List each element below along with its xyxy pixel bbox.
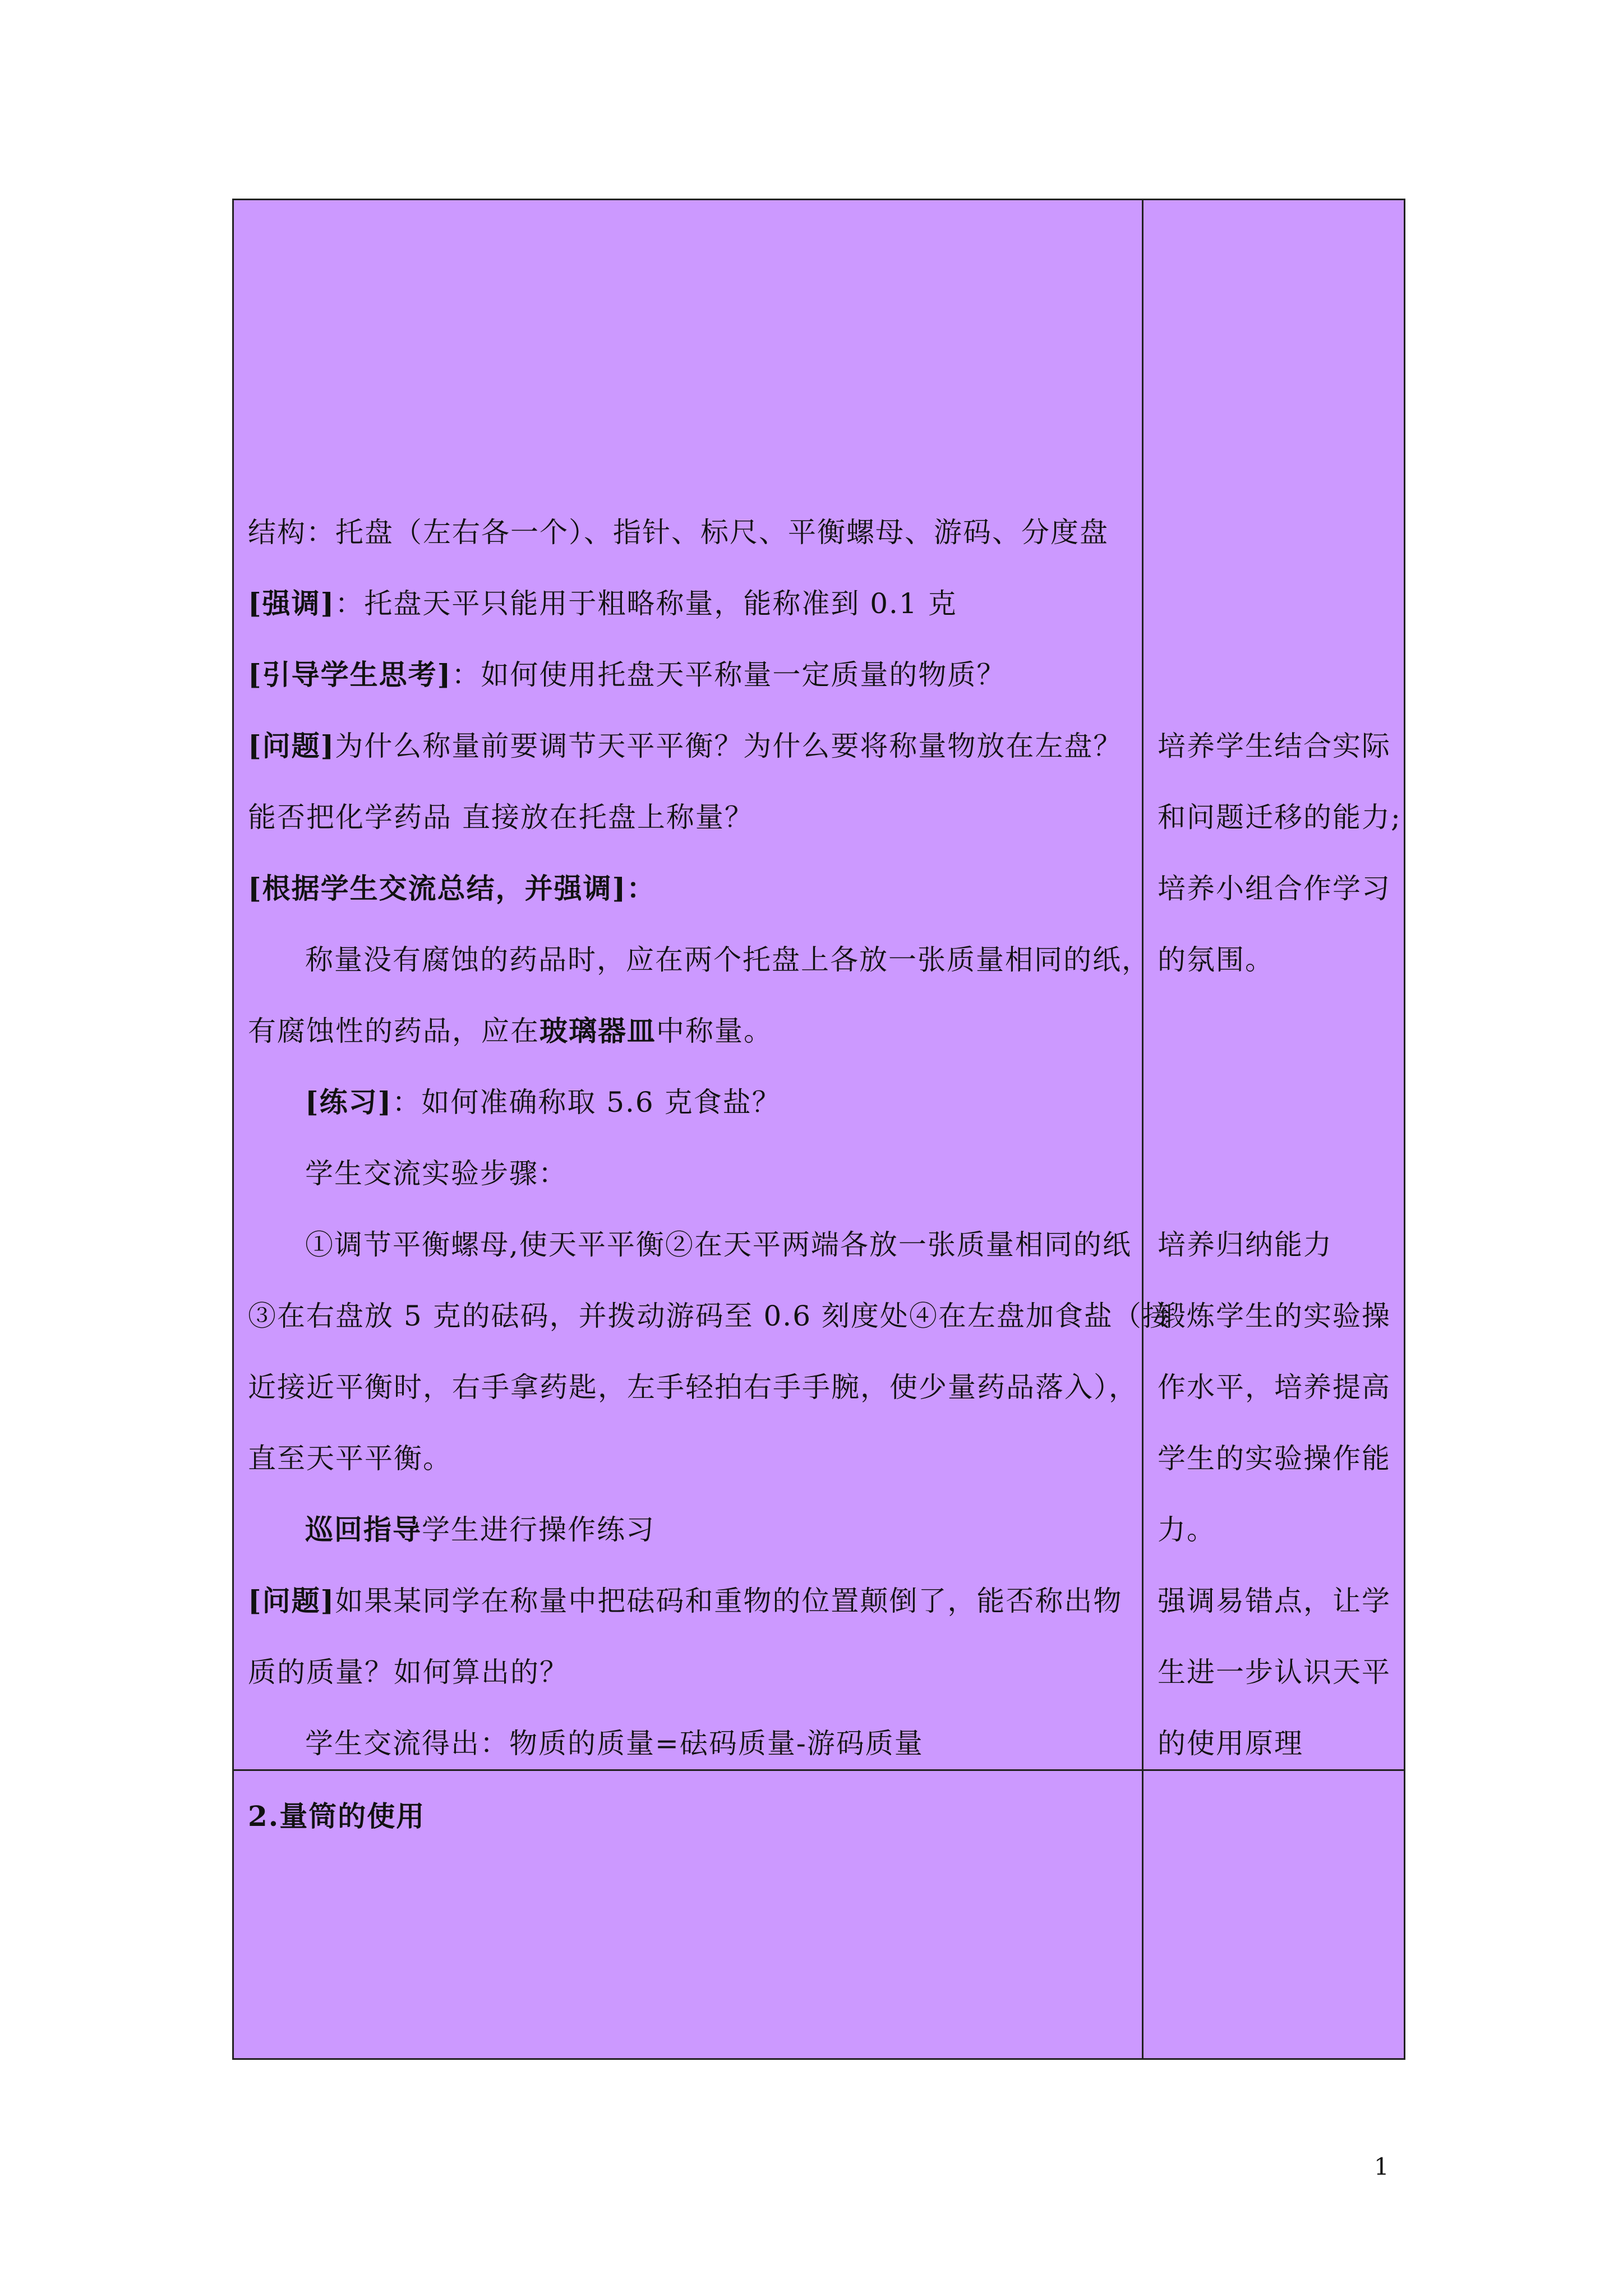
intent-c2: 生进一步认识天平	[1158, 1656, 1391, 1688]
intent-b2: 锻炼学生的实验操	[1158, 1300, 1391, 1332]
question-text-1: 为什么称量前要调节天平平衡？为什么要将称量物放在左盘？	[335, 730, 1123, 762]
intent-a4: 的氛围。	[1158, 944, 1274, 976]
intent-b3: 作水平，培养提高	[1158, 1371, 1391, 1404]
weighing-note-post: 中称量。	[656, 1015, 773, 1047]
question-line-1	[248, 728, 1122, 764]
patrol-guidance-line	[305, 1512, 655, 1548]
step-line-2: ③在右盘放 5 克的砝码，并拨动游码至 0.6 刻度处④在左盘加食盐（接	[248, 1300, 1172, 1332]
conclusion-line: 学生交流得出：物质的质量=砝码质量-游码质量	[305, 1727, 924, 1760]
question-continuation: 能否把化学药品 直接放在托盘上称量？	[248, 801, 754, 834]
guide-thinking-label: [引导学生思考]	[248, 658, 452, 691]
section-title-graduated-cylinder: 2.量筒的使用	[248, 1800, 426, 1833]
question-label-2: [问题]	[248, 1584, 335, 1617]
glassware-emphasis: 玻璃器皿	[540, 1014, 656, 1047]
row-divider	[232, 1769, 1405, 1771]
step-line-4: 直至天平平衡。	[248, 1442, 452, 1475]
emphasis-label: [强调]	[248, 587, 335, 620]
intent-b5: 力。	[1158, 1513, 1216, 1546]
question-continuation-2: 质的质量？如何算出的？	[248, 1656, 569, 1688]
question-label-1: [问题]	[248, 729, 335, 762]
lesson-table	[232, 199, 1405, 2060]
weighing-note-2	[248, 1013, 773, 1049]
structure-text: 结构：托盘（左右各一个）、指针、标尺、平衡螺母、游码、分度盘	[248, 516, 1109, 549]
steps-intro: 学生交流实验步骤：	[305, 1157, 568, 1190]
intent-b1: 培养归纳能力	[1158, 1228, 1332, 1261]
step-line-3: 近接近平衡时，右手拿药匙，左手轻拍右手手腕，使少量药品落入），	[248, 1371, 1138, 1404]
intent-c3: 的使用原理	[1158, 1727, 1303, 1760]
weighing-note-pre: 有腐蚀性的药品，应在	[248, 1015, 540, 1047]
column-divider	[1142, 199, 1144, 2060]
intent-a3: 培养小组合作学习	[1158, 872, 1391, 905]
intent-c1: 强调易错点，让学	[1158, 1585, 1391, 1617]
page-number: 1	[1374, 2153, 1389, 2180]
weighing-note-1: 称量没有腐蚀的药品时，应在两个托盘上各放一张质量相同的纸，	[305, 944, 1151, 976]
intent-a2: 和问题迁移的能力;	[1158, 801, 1401, 834]
intent-a1: 培养学生结合实际	[1158, 730, 1391, 762]
guide-thinking-text: ：如何使用托盘天平称量一定质量的物质？	[451, 659, 1006, 691]
practice-line	[305, 1084, 781, 1120]
question-text-2: 如果某同学在称量中把砝码和重物的位置颠倒了，能否称出物	[335, 1585, 1123, 1617]
summary-heading: [根据学生交流总结，并强调]：	[248, 872, 656, 905]
question-line-2	[248, 1583, 1122, 1619]
emphasis-text: ：托盘天平只能用于粗略称量，能称准到 0.1 克	[335, 587, 957, 620]
patrol-guidance-label: 巡回指导	[305, 1513, 422, 1546]
guide-thinking-line	[248, 657, 1006, 693]
intent-b4: 学生的实验操作能	[1158, 1442, 1391, 1475]
practice-text: ：如何准确称取 5.6 克食盐？	[392, 1086, 781, 1119]
practice-label: [练习]	[305, 1085, 393, 1119]
step-line-1: ①调节平衡螺母,使天平平衡②在天平两端各放一张质量相同的纸	[305, 1228, 1132, 1261]
patrol-guidance-text: 学生进行操作练习	[422, 1513, 655, 1546]
emphasis-line	[248, 586, 957, 622]
